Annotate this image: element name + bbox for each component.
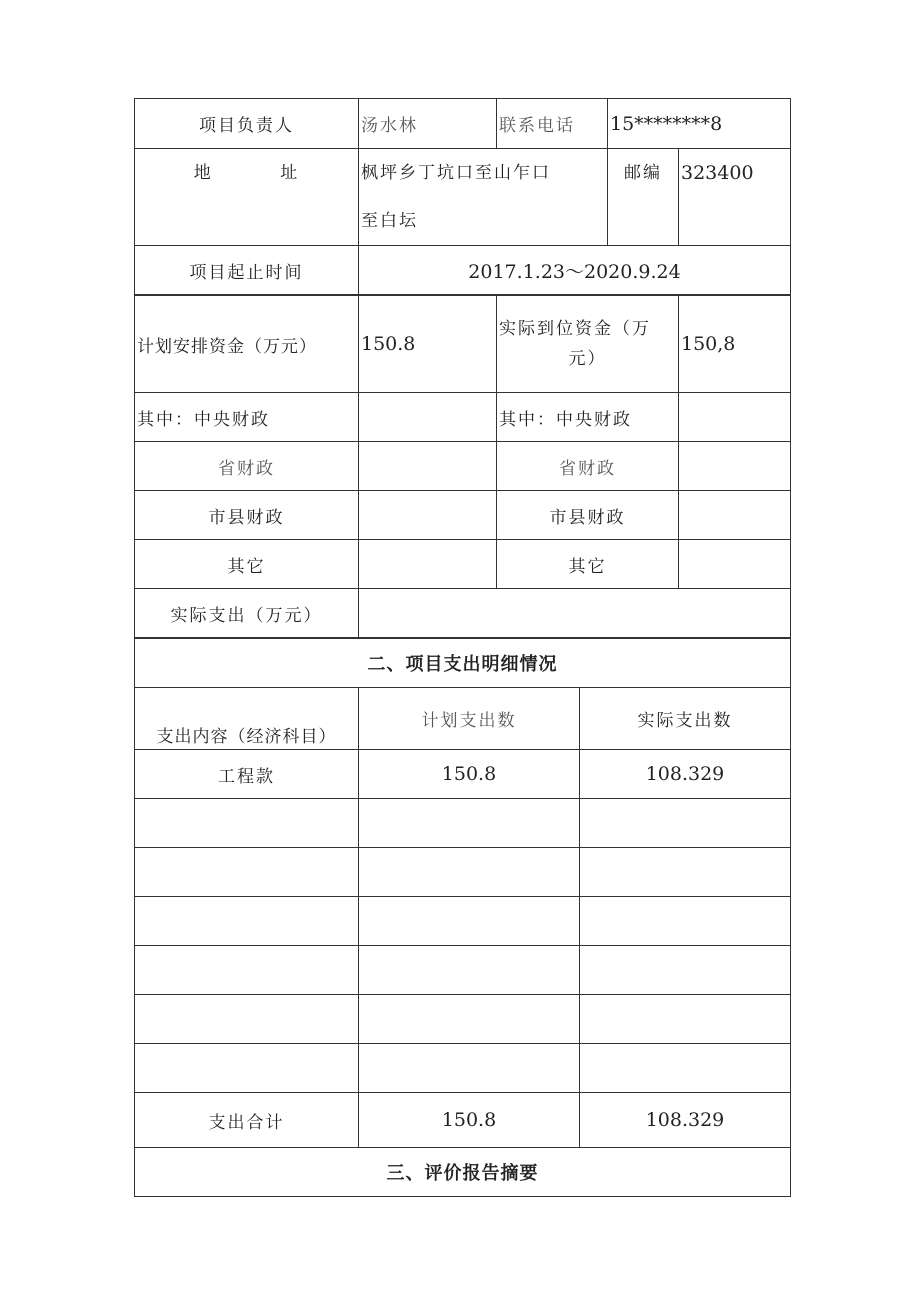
empty-cell — [359, 995, 580, 1044]
address-label: 地 址 — [135, 149, 359, 246]
row-actual-expense — [135, 589, 791, 638]
province-label-left: 省财政 — [135, 442, 359, 491]
central-label-left: 其中：中央财政 — [135, 393, 359, 442]
empty-cell — [359, 897, 580, 946]
central-value-right — [679, 393, 791, 442]
actual-expense-label: 实际支出（万元） — [135, 589, 359, 638]
planned-funds-value: 150.8 — [359, 296, 497, 393]
period-label: 项目起止时间 — [135, 246, 359, 295]
row-other — [135, 540, 791, 589]
address-line-1: 枫坪乡丁坑口至山乍口 — [361, 163, 551, 183]
empty-cell — [580, 995, 791, 1044]
table-row-empty — [135, 897, 791, 946]
leader-label: 项目负责人 — [135, 99, 359, 149]
col-actual-header: 实际支出数 — [580, 688, 791, 750]
col-content-header: 支出内容（经济科目） — [135, 688, 359, 750]
address-line-2: 至白坛 — [361, 211, 418, 231]
empty-cell — [135, 897, 359, 946]
evaluation-form — [134, 98, 790, 1197]
empty-cell — [135, 946, 359, 995]
period-value: 2017.1.23～2020.9.24 — [359, 246, 791, 295]
section3-title: 三、评价报告摘要 — [135, 1148, 791, 1197]
expense-detail-table — [134, 638, 791, 1197]
row-period — [135, 246, 791, 295]
project-info-table — [134, 98, 791, 295]
row-leader — [135, 99, 791, 149]
empty-cell — [580, 848, 791, 897]
province-value-right — [679, 442, 791, 491]
total-row — [135, 1093, 791, 1148]
row-city — [135, 491, 791, 540]
empty-cell — [359, 799, 580, 848]
row-central — [135, 393, 791, 442]
total-label: 支出合计 — [135, 1093, 359, 1148]
row-address — [135, 149, 791, 246]
empty-cell — [135, 848, 359, 897]
row-content: 工程款 — [135, 750, 359, 799]
address-value — [359, 149, 608, 246]
table-row — [135, 750, 791, 799]
empty-cell — [359, 1044, 580, 1093]
central-value-left — [359, 393, 497, 442]
section2-title: 二、项目支出明细情况 — [135, 639, 791, 688]
postcode-label: 邮编 — [608, 149, 679, 246]
expense-header-row — [135, 688, 791, 750]
empty-cell — [359, 848, 580, 897]
province-value-left — [359, 442, 497, 491]
phone-value: 15********8 — [608, 99, 791, 149]
total-planned: 150.8 — [359, 1093, 580, 1148]
empty-cell — [580, 1044, 791, 1093]
central-label-right: 其中：中央财政 — [497, 393, 679, 442]
row-planned: 150.8 — [359, 750, 580, 799]
other-value-right — [679, 540, 791, 589]
postcode-value: 323400 — [679, 149, 791, 246]
table-row-empty — [135, 848, 791, 897]
table-row-empty — [135, 799, 791, 848]
section2-title-row — [135, 639, 791, 688]
row-funds — [135, 296, 791, 393]
row-province — [135, 442, 791, 491]
col-planned-header: 计划支出数 — [359, 688, 580, 750]
empty-cell — [580, 946, 791, 995]
empty-cell — [580, 897, 791, 946]
row-actual: 108.329 — [580, 750, 791, 799]
city-label-right: 市县财政 — [497, 491, 679, 540]
leader-value: 汤水林 — [359, 99, 497, 149]
province-label-right: 省财政 — [497, 442, 679, 491]
other-label-right: 其它 — [497, 540, 679, 589]
section3-title-row — [135, 1148, 791, 1197]
table-row-empty — [135, 946, 791, 995]
funds-table — [134, 295, 791, 638]
phone-label: 联系电话 — [497, 99, 608, 149]
empty-cell — [580, 799, 791, 848]
city-value-left — [359, 491, 497, 540]
table-row-empty — [135, 1044, 791, 1093]
table-row-empty — [135, 995, 791, 1044]
empty-cell — [135, 1044, 359, 1093]
empty-cell — [135, 995, 359, 1044]
actual-funds-label: 实际到位资金（万 元） — [497, 296, 679, 393]
city-label-left: 市县财政 — [135, 491, 359, 540]
actual-expense-value — [359, 589, 791, 638]
city-value-right — [679, 491, 791, 540]
other-label-left: 其它 — [135, 540, 359, 589]
empty-cell — [359, 946, 580, 995]
planned-funds-label: 计划安排资金（万元） — [135, 296, 359, 393]
actual-funds-value: 150,8 — [679, 296, 791, 393]
other-value-left — [359, 540, 497, 589]
total-actual: 108.329 — [580, 1093, 791, 1148]
empty-cell — [135, 799, 359, 848]
